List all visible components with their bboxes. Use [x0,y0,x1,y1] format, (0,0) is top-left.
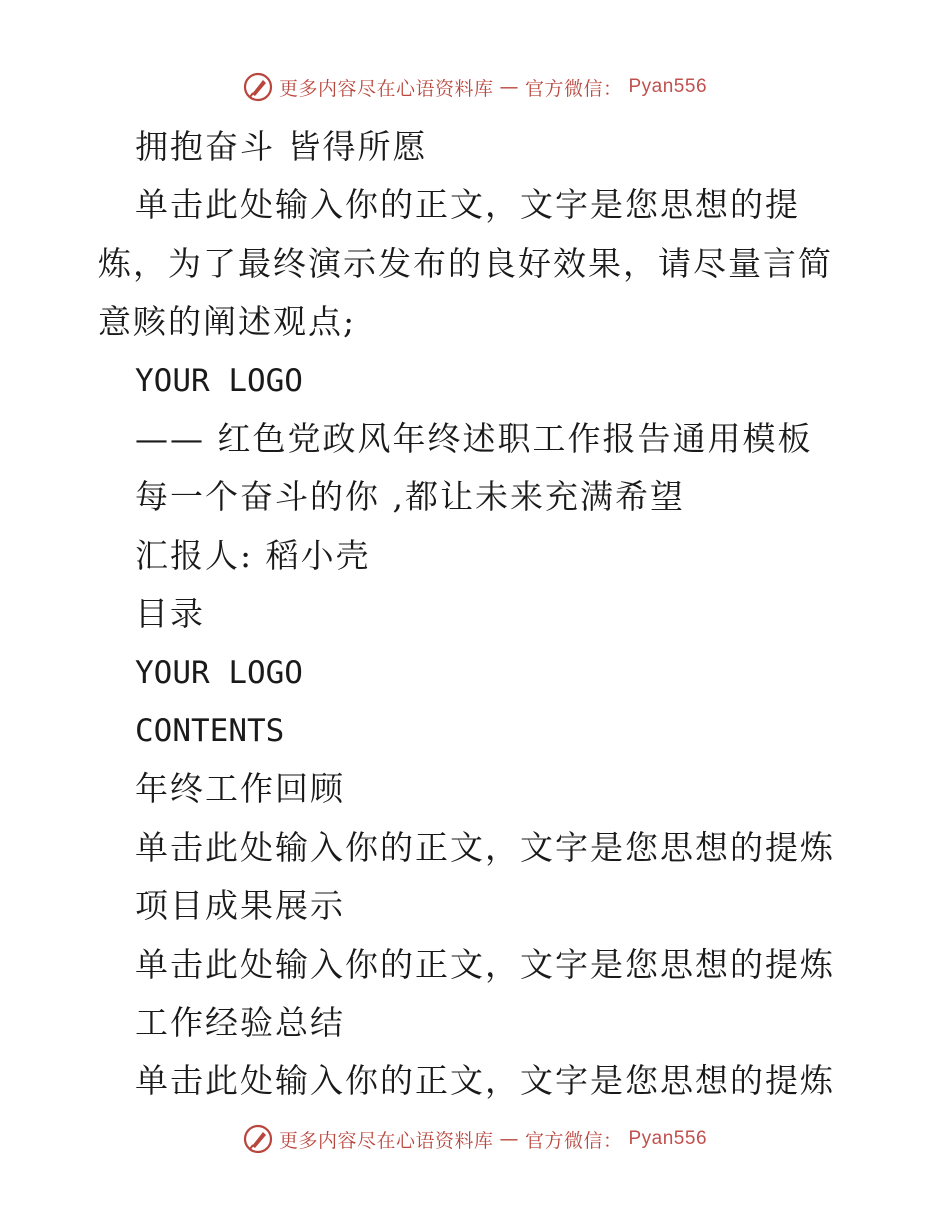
logo-placeholder-1: YOUR LOGO [135,362,303,399]
section-body-3: 单击此处输入你的正文，文字是您思想的提炼 [135,1061,835,1101]
watermark-text: 更多内容尽在心语资料库 [278,1129,494,1152]
section-body-2: 单击此处输入你的正文，文字是您思想的提炼 [135,944,835,984]
document-body [0,118,950,1111]
header-watermark [0,72,950,102]
heading-slogan: 拥抱奋斗 皆得所愿 [135,127,428,166]
section-title-3: 工作经验总结 [135,1002,345,1042]
motto-line: 每一个奋斗的你 ,都让未来充满希望 [135,477,685,517]
section-title-2: 项目成果展示 [135,886,345,926]
section-title-1: 年终工作回顾 [135,769,345,809]
quill-pen-icon [243,72,273,102]
watermark-dash: — [499,1128,519,1150]
section-body-1: 单击此处输入你的正文，文字是您思想的提炼 [135,827,835,867]
watermark-wechat-id: Pyan556 [628,1128,708,1149]
watermark-wechat-id: Pyan556 [628,76,708,97]
body-paragraph: 单击此处输入你的正文，文字是您思想的提炼，为了最终演示发布的良好效果，请尽量言简意赅的阐述观点; [98,185,833,342]
logo-placeholder-2: YOUR LOGO [135,654,303,691]
contents-heading: CONTENTS [135,712,285,749]
watermark-text: 更多内容尽在心语资料库 [278,77,494,100]
footer-watermark [0,1124,950,1154]
watermark-dash: — [499,76,519,98]
template-title: —— 红色党政风年终述职工作报告通用模板 [135,419,813,458]
watermark-official: 官方微信： [524,77,623,100]
reporter-line: 汇报人: 稻小壳 [135,535,371,575]
quill-pen-icon [243,1124,273,1154]
watermark-official: 官方微信： [524,1129,623,1152]
toc-heading: 目录 [135,594,205,634]
